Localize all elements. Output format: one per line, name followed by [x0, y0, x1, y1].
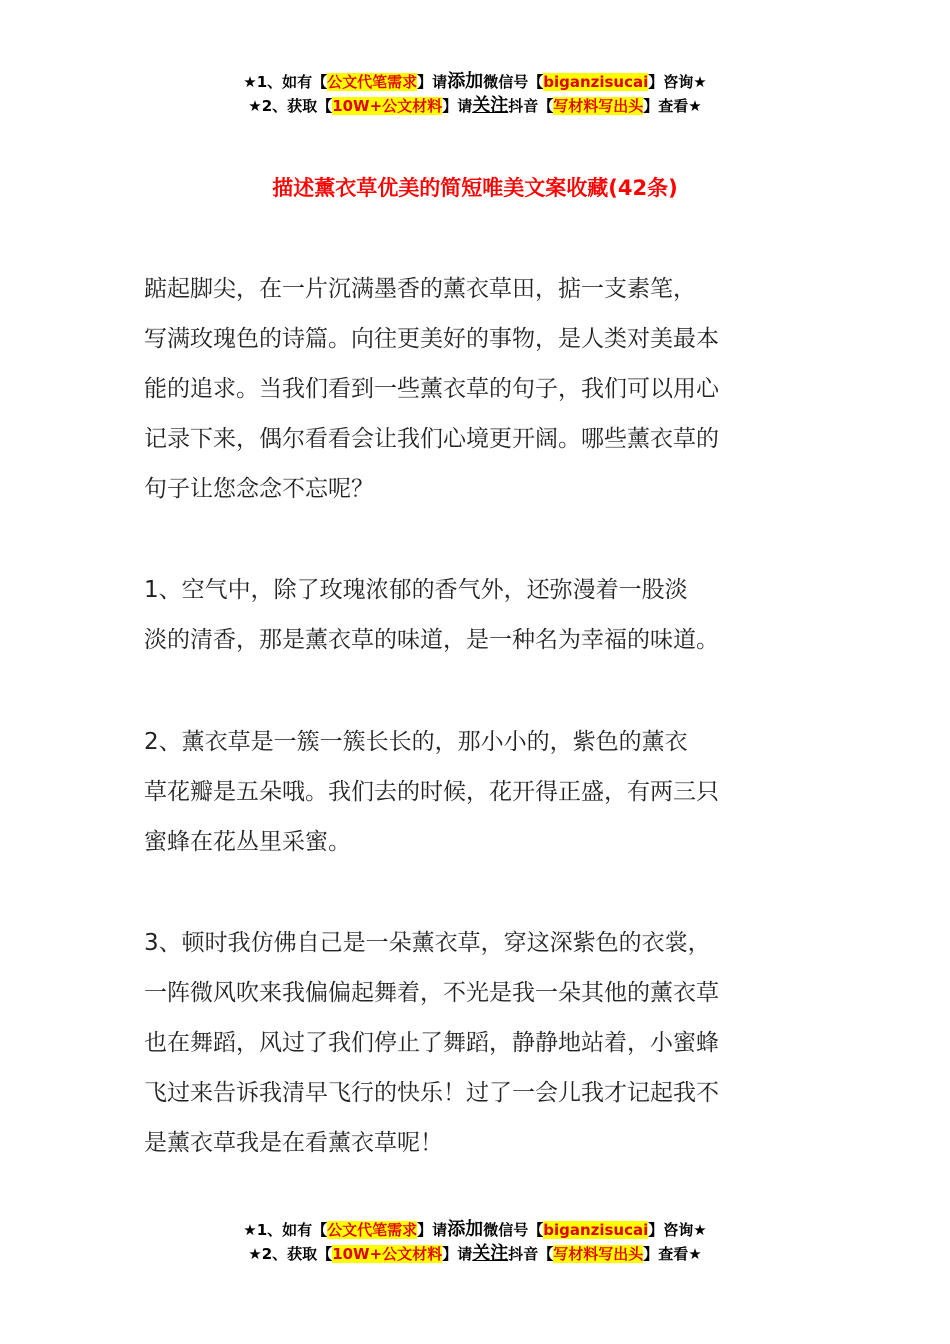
text-line: 踮起脚尖，在一片沉满墨香的薰衣草田，掂一支素笔， [144, 276, 696, 302]
highlight-materials: 10W+公文材料 [332, 97, 443, 115]
promo-text: 微信号【 [483, 1221, 544, 1239]
highlight-wechat-id: biganzisucai [543, 1221, 649, 1239]
text-line: 写满玫瑰色的诗篇。向往更美好的事物，是人类对美最本 [144, 326, 719, 352]
list-item-1 [144, 565, 824, 665]
promo-text: ★1、如有【 [243, 1221, 328, 1239]
promo-emphasis: 添加 [447, 71, 484, 92]
promo-text: 抖音【 [508, 1245, 554, 1263]
highlight-douyin: 写材料写出头 [553, 1245, 644, 1263]
promo-emphasis: 关注 [472, 95, 509, 116]
promo-line-1 [0, 70, 950, 94]
promo-text: 】查看★ [643, 1245, 702, 1263]
promo-emphasis: 关注 [472, 1243, 509, 1264]
text-line: 3、顿时我仿佛自己是一朵薰衣草，穿这深紫色的衣裳， [144, 930, 711, 956]
text-line: 句子让您念念不忘呢？ [144, 476, 374, 502]
promo-banner-top [0, 70, 950, 118]
text-line: 记录下来，偶尔看看会让我们心境更开阔。哪些薰衣草的 [144, 426, 719, 452]
document-title: 描述薰衣草优美的简短唯美文案收藏(42条) [272, 176, 678, 200]
highlight-service: 公文代笔需求 [327, 73, 418, 91]
promo-text: 】请 [442, 1245, 473, 1263]
promo-text: 】请 [442, 97, 473, 115]
text-line: 一阵微风吹来我偏偏起舞着，不光是我一朵其他的薰衣草 [144, 980, 719, 1006]
text-line: 淡的清香，那是薰衣草的味道，是一种名为幸福的味道。 [144, 627, 719, 653]
promo-text: 抖音【 [508, 97, 554, 115]
text-line: 1、空气中，除了玫瑰浓郁的香气外，还弥漫着一股淡 [144, 577, 688, 603]
text-line: 也在舞蹈，风过了我们停止了舞蹈，静静地站着，小蜜蜂 [144, 1030, 719, 1056]
highlight-wechat-id: biganzisucai [543, 73, 649, 91]
promo-text: 】请 [417, 73, 448, 91]
promo-text: 微信号【 [483, 73, 544, 91]
text-line: 飞过来告诉我清早飞行的快乐！过了一会儿我才记起我不 [144, 1080, 719, 1106]
promo-text: 】请 [417, 1221, 448, 1239]
promo-line-2 [0, 1242, 950, 1266]
promo-text: 】咨询★ [648, 73, 707, 91]
promo-line-1 [0, 1218, 950, 1242]
highlight-douyin: 写材料写出头 [553, 97, 644, 115]
list-item-3 [144, 918, 824, 1168]
highlight-materials: 10W+公文材料 [332, 1245, 443, 1263]
text-line: 草花瓣是五朵哦。我们去的时候，花开得正盛，有两三只 [144, 779, 719, 805]
text-line: 2、薰衣草是一簇一簇长长的，那小小的，紫色的薰衣 [144, 729, 688, 755]
promo-emphasis: 添加 [447, 1219, 484, 1240]
text-line: 蜜蜂在花丛里采蜜。 [144, 829, 351, 855]
text-line: 能的追求。当我们看到一些薰衣草的句子，我们可以用心 [144, 376, 719, 402]
promo-text: 】查看★ [643, 97, 702, 115]
highlight-service: 公文代笔需求 [327, 1221, 418, 1239]
promo-line-2 [0, 94, 950, 118]
promo-text: ★2、获取【 [248, 97, 333, 115]
promo-banner-bottom [0, 1218, 950, 1266]
promo-text: ★1、如有【 [243, 73, 328, 91]
promo-text: ★2、获取【 [248, 1245, 333, 1263]
intro-paragraph [144, 264, 824, 514]
promo-text: 】咨询★ [648, 1221, 707, 1239]
text-line: 是薰衣草我是在看薰衣草呢！ [144, 1130, 443, 1156]
list-item-2 [144, 717, 824, 867]
